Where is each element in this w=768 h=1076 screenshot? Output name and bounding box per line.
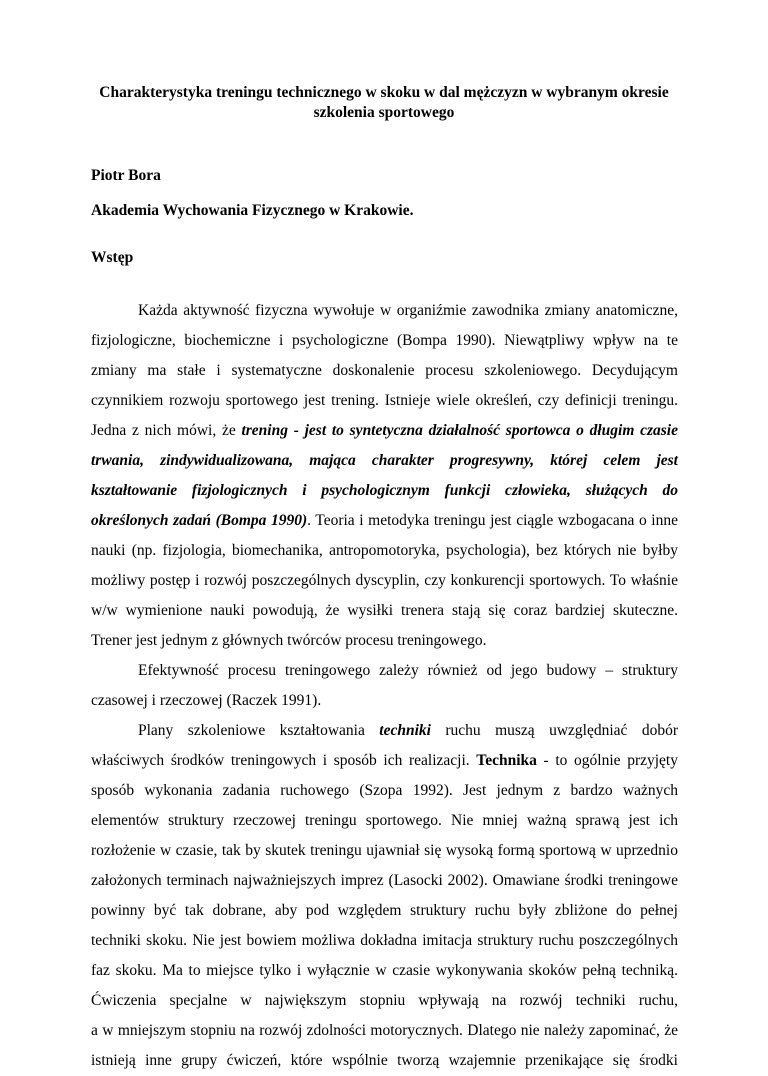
title-line-2: szkolenia sportowego (313, 104, 455, 121)
text-line (91, 716, 678, 746)
text-line: elementów struktury rzeczowej treningu sportowego. Nie mniej ważną sprawą jest ich (91, 812, 678, 829)
text-line: Każda aktywność fizyczna wywołuje w organiźmie zawodnika zmiany anatomiczne, (138, 302, 678, 319)
text-line: założonych terminach najważniejszych imprez (Lasocki 2002). Omawiane środki treningowe (91, 872, 678, 889)
term-emphasis: Technika (476, 752, 537, 769)
text-run: . Teoria i metodyka treningu jest ciągle wzbogacana o inne (307, 512, 678, 529)
text-line: techniki skoku. Nie jest bowiem możliwa dokładna imitacja struktury ruchu poszczególnych (91, 932, 678, 949)
title-line-1: Charakterystyka treningu technicznego w skoku w dal mężczyzn w wybranym okresie (99, 84, 669, 101)
text-line: istnieją inne grupy ćwiczeń, które wspólnie tworzą wzajemnie przenikające się środki (91, 1052, 678, 1069)
page-title (0, 83, 768, 123)
text-line: w/w wymienione nauki powodują, że wysiłki trenera stają się coraz bardziej skuteczne. (91, 602, 678, 619)
text-line: nauki (np. fizjologia, biomechanika, antropomotoryka, psychologia), bez których nie byłby (91, 542, 678, 559)
text-run: - to ogólnie przyjęty (536, 752, 678, 769)
text-line: fizjologiczne, biochemiczne i psychologiczne (Bompa 1990). Niewątpliwy wpływ na te (91, 332, 678, 349)
definition-emphasis: trening - jest to syntetyczna działalność sportowca o długim czasie (241, 422, 678, 439)
text-line: Ćwiczenia specjalne w największym stopniu wpływają na rozwój techniki ruchu, (91, 992, 678, 1009)
text-run: ruchu muszą uwzględniać dobór (430, 722, 678, 739)
text-line: rozłożenie w czasie, tak by skutek treningu ujawniał się wysoką formą sportową w uprzednio (91, 842, 678, 859)
text-line (91, 506, 678, 536)
definition-emphasis: określonych zadań (Bompa 1990) (91, 512, 308, 529)
text-run: właściwych środków treningowych i sposób ich realizacji. (91, 752, 477, 769)
text-line: możliwy postęp i rozwój poszczególnych dyscyplin, czy konkurencji sportowych. To właśnie (91, 572, 678, 589)
body-text (91, 296, 678, 1076)
text-run: Jedna z nich mówi, że (91, 422, 242, 439)
text-line (91, 746, 678, 776)
text-line: czasowej i rzeczowej (Raczek 1991). (91, 692, 322, 709)
text-line (91, 416, 678, 446)
text-line: Trener jest jednym z głównych twórców procesu treningowego. (91, 632, 487, 649)
text-line: powinny być tak dobrane, aby pod względem struktury ruchu były zbliżone do pełnej (91, 902, 678, 919)
text-run: Plany szkoleniowe kształtowania (138, 722, 380, 739)
text-line: a w mniejszym stopniu na rozwój zdolności motorycznych. Dlatego nie należy zapominać, że (91, 1022, 678, 1039)
section-heading: Wstęp (91, 249, 134, 266)
text-line: czynnikiem rozwoju sportowego jest trening. Istnieje wiele określeń, czy definicji treningu. (91, 392, 678, 409)
text-line: sposób wykonania zadania ruchowego (Szopa 1992). Jest jednym z bardzo ważnych (91, 782, 678, 799)
author-affiliation: Akademia Wychowania Fizycznego w Krakowie. (91, 202, 414, 219)
text-line: kształtowanie fizjologicznych i psychologicznym funkcji człowieka, służących do (91, 482, 678, 499)
term-emphasis: techniki (379, 722, 431, 739)
text-line: Efektywność procesu treningowego zależy również od jego budowy – struktury (138, 662, 678, 679)
text-line: trwania, zindywidualizowana, mająca charakter progresywny, której celem jest (91, 452, 678, 469)
text-line: faz skoku. Ma to miejsce tylko i wyłącznie w czasie wykonywania skoków pełną techniką. (91, 962, 678, 979)
author-name: Piotr Bora (91, 167, 161, 184)
text-line: zmiany ma stałe i systematyczne doskonalenie procesu szkoleniowego. Decydującym (91, 362, 678, 379)
